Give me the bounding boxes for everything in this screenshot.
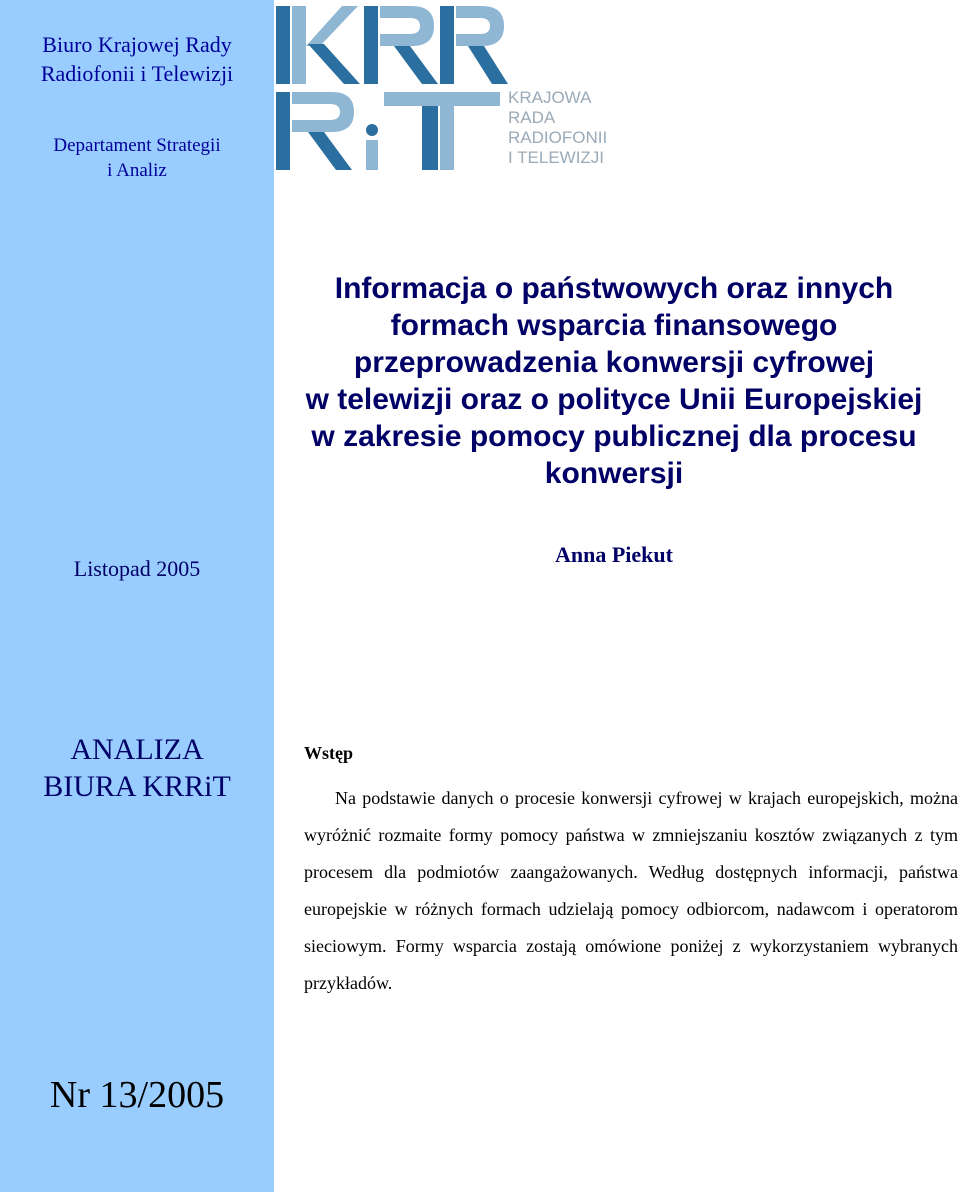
logo-bottom-letters <box>276 92 500 170</box>
author-name: Anna Piekut <box>555 542 673 567</box>
section-heading: Wstęp <box>304 743 353 763</box>
publication-date: Listopad 2005 <box>73 556 201 581</box>
logo-top-letters <box>276 6 508 84</box>
intro-paragraph: Na podstawie danych o procesie konwersji cyfrowej w krajach europejskich, można wyróżnić rozmaite formy pomocy państwa w zmniejszaniu kosztów związanych z tym procesem dla podmiotów zaangażowanych. Według dostępnych informacji, państwa europejskie w różnych formach udzielają pomocy odbiorcom, nadawcom i operatorom sieciowym. Formy wsparcia zostają omówione poniżej z wykorzystaniem wybranych przykładów. <box>304 788 958 993</box>
logo-line-3: RADIOFONII <box>508 128 608 147</box>
organization-line-2: Radiofonii i Telewizji <box>40 61 234 86</box>
logo-line-4: I TELEWIZJI <box>508 148 605 167</box>
title-line: w zakresie pomocy publicznej dla procesu <box>311 420 917 453</box>
organization-line-1: Biuro Krajowej Rady <box>42 32 232 57</box>
title-line: w telewizji oraz o polityce Unii Europejskiej <box>305 383 923 416</box>
title-line: przeprowadzenia konwersji cyfrowej <box>353 346 875 379</box>
department-line-1: Departament Strategii <box>53 135 221 156</box>
document-title <box>274 270 954 492</box>
logo-wordmark <box>508 88 607 168</box>
sidebar-band <box>0 0 274 1192</box>
logo-line-1: KRAJOWA <box>508 88 592 107</box>
krrit-logo-icon <box>272 2 512 174</box>
organization-name <box>0 30 274 88</box>
series-line-2: BIURA KRRiT <box>43 770 231 803</box>
logo-line-2: RADA <box>508 108 556 127</box>
title-line: formach wsparcia finansowego <box>390 309 838 342</box>
department-line-2: i Analiz <box>107 160 167 181</box>
series-name <box>0 731 274 805</box>
series-line-1: ANALIZA <box>70 733 204 766</box>
department-name <box>0 133 274 183</box>
issue-number: Nr 13/2005 <box>49 1074 225 1116</box>
title-line: Informacja o państwowych oraz innych <box>334 272 894 305</box>
title-line: konwersji <box>544 457 684 490</box>
